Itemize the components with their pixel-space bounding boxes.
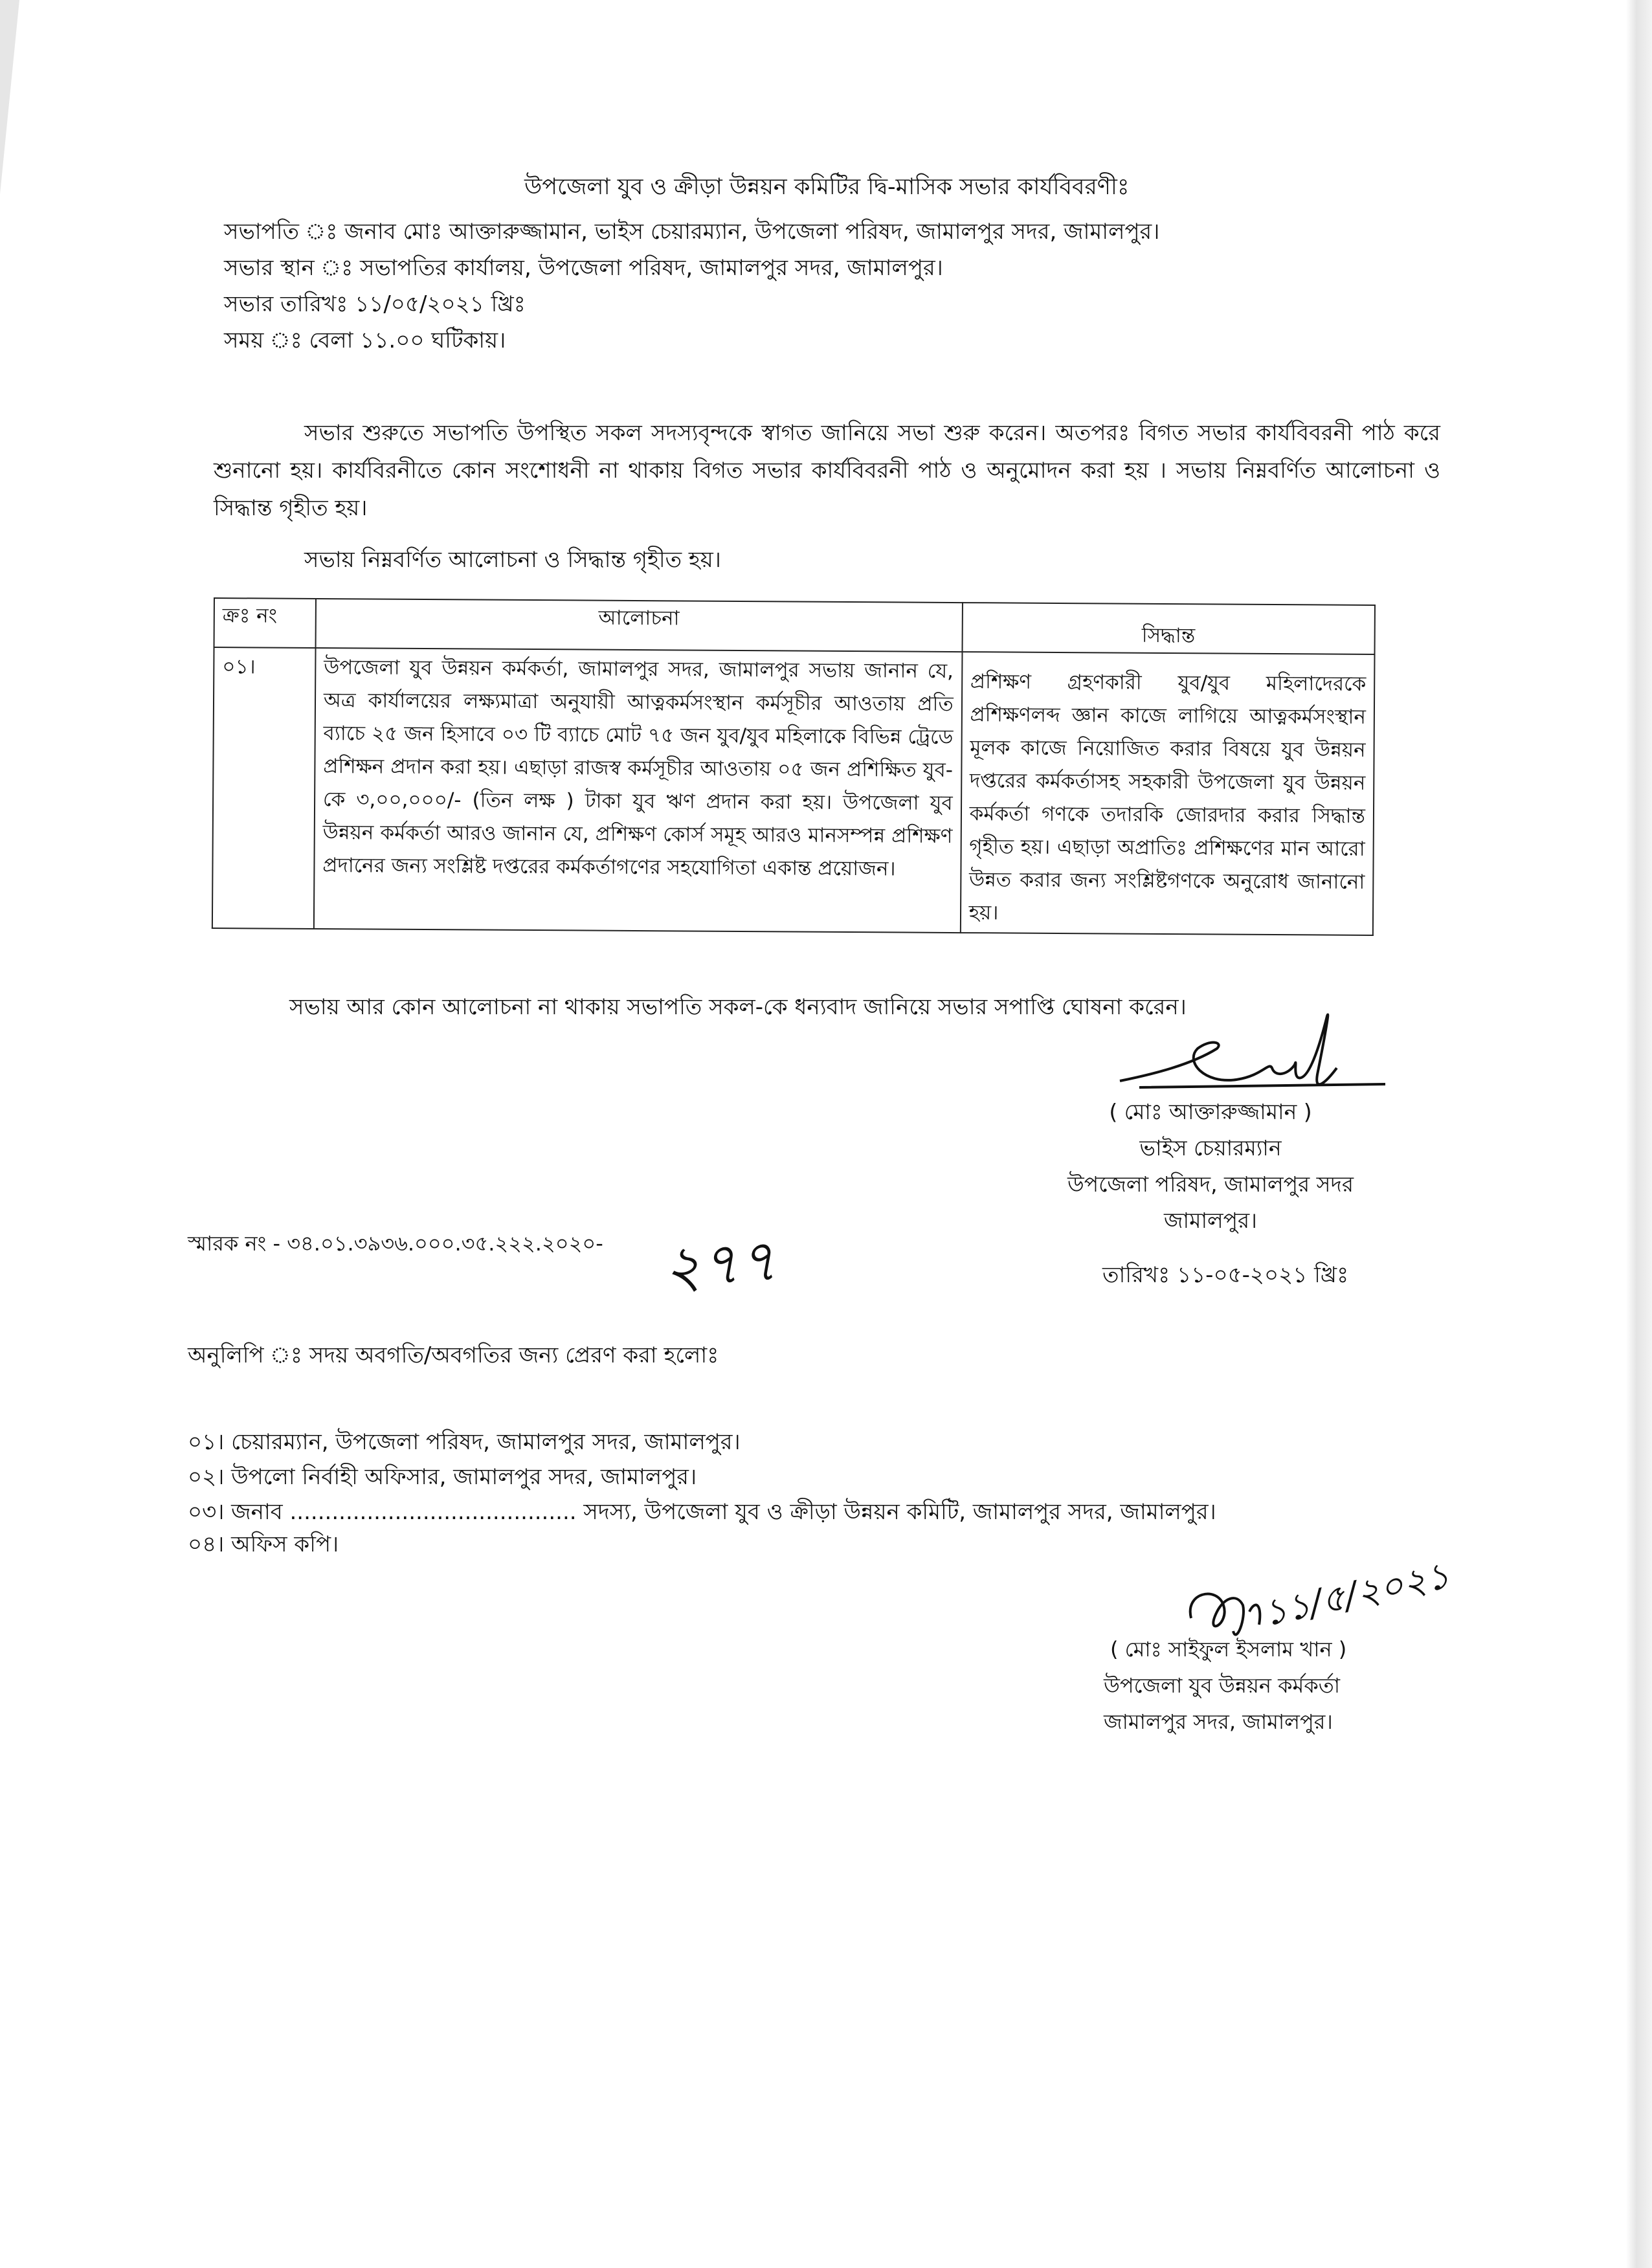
cell-serial: ০১।	[212, 647, 316, 929]
signature-officer-date: ১১/৫/২০২১	[1259, 1554, 1454, 1635]
copy-item: ০৪। অফিস কপি।	[188, 1531, 339, 1557]
memo-date: তারিখঃ ১১-০৫-২০২১ খ্রিঃ	[1102, 1262, 1349, 1288]
meeting-time: সময় ঃ বেলা ১১.০০ ঘটিকায়।	[224, 328, 506, 353]
signatory-officer-designation: উপজেলা যুব উন্নয়ন কর্মকর্তা	[1104, 1673, 1340, 1698]
copy-heading: অনুলিপি ঃ সদয় অবগতি/অবগতির জন্য প্রেরণ করা হলোঃ	[188, 1342, 719, 1368]
meeting-chair: সভাপতি ঃ জনাব মোঃ আক্তারুজ্জামান, ভাইস চেয়ারম্যান, উপজেলা পরিষদ, জামালপুর সদর, জামালপুর।	[224, 219, 1160, 245]
cell-decision: প্রশিক্ষণ গ্রহণকারী যুব/যুব মহিলাদেরকে প্রশিক্ষণলব্দ জ্ঞান কাজে লাগিয়ে আত্নকর্মসংস্থান মূলক কাজে নিয়োজিত করার বিষয়ে যুব উন্নয়ন দপ্তরের কর্মকর্তাসহ সহকারী উপজেলা যুব উন্নয়ন কর্মকর্তা গণকে তদারকি জোরদার করার সিদ্ধান্ত গৃহীত হয়। এছাড়া অপ্রাতিঃ প্রশিক্ষণের মান আরো উন্নত করার জন্য সংশ্লিষ্টগণকে অনুরোধ জানানো হয়।	[961, 652, 1375, 935]
table-header-row	[214, 598, 1375, 654]
copy-item: ০১। চেয়ারম্যান, উপজেলা পরিষদ, জামালপুর সদর, জামালপুর।	[188, 1429, 741, 1455]
meeting-venue: সভার স্থান ঃ সভাপতির কার্যালয়, উপজেলা পরিষদ, জামালপুর সদর, জামালপুর।	[224, 255, 943, 281]
signatory-officer-office: জামালপুর সদর, জামালপুর।	[1104, 1709, 1333, 1734]
signatory-chair-location: জামালপুর।	[1164, 1208, 1257, 1233]
signatory-officer-name: ( মোঃ সাইফুল ইসলাম খান )	[1110, 1637, 1347, 1662]
signatory-chair-office: উপজেলা পরিষদ, জামালপুর সদর	[1067, 1172, 1354, 1197]
intro-line: সভায় নিম্নবর্ণিত আলোচনা ও সিদ্ধান্ত গৃহীত হয়।	[304, 547, 721, 573]
closing-statement: সভায় আর কোন আলোচনা না থাকায় সভাপতি সকল-কে ধন্যবাদ জানিয়ে সভার সপাপ্তি ঘোষনা করেন।	[289, 994, 1187, 1020]
table-row	[212, 647, 1375, 935]
intro-paragraph: সভার শুরুতে সভাপতি উপস্থিত সকল সদস্যবৃন্দকে স্বাগত জানিয়ে সভা শুরু করেন। অতপরঃ বিগত সভার কার্যবিবরনী পাঠ করে শুনানো হয়। কার্যবিরনীতে কোন সংশোধনী না থাকায় বিগত সভার কার্যবিবরনী পাঠ ও অনুমোদন করা হয় । সভায় নিম্নবর্ণিত আলোচনা ও সিদ্ধান্ত গৃহীত হয়।	[214, 420, 1440, 521]
signatory-chair-block	[1042, 1094, 1379, 1239]
memo-number: স্মারক নং - ৩৪.০১.৩৯৩৬.০০০.৩৫.২২২.২০২০-	[188, 1231, 603, 1256]
signatory-chair-designation: ভাইস চেয়ারম্যান	[1139, 1135, 1282, 1161]
document-title: উপজেলা যুব ও ক্রীড়া উন্নয়ন কমিটির দ্বি-মাসিক সভার কার্যবিবরণীঃ	[524, 174, 1130, 200]
copy-item: ০২। উপলো নির্বাহী অফিসার, জামালপুর সদর, জামালপুর।	[188, 1464, 697, 1490]
scan-shadow-corner	[0, 0, 19, 194]
header-discussion: আলোচনা	[315, 599, 962, 652]
minutes-table	[212, 597, 1376, 936]
meeting-date: সভার তারিখঃ ১১/০৫/২০২১ খ্রিঃ	[224, 291, 526, 317]
memo-handwritten-number: ২৭৭	[661, 1227, 779, 1303]
header-decision: সিদ্ধান্ত	[962, 603, 1375, 654]
signatory-chair-name: ( মোঃ আক্তারুজ্জামান )	[1109, 1099, 1312, 1124]
scan-page-edge	[1626, 0, 1652, 2268]
copy-item: ০৩। জনাব ......................................... সদস্য, উপজেলা যুব ও ক্রীড়া উন্নয়ন কমিটি, জামালপুর সদর, জামালপুর।	[188, 1499, 1216, 1525]
header-serial: ক্রঃ নং	[214, 598, 316, 648]
signatory-officer-block	[1104, 1631, 1346, 1740]
cell-discussion: উপজেলা যুব উন্নয়ন কর্মকর্তা, জামালপুর সদর, জামালপুর সভায় জানান যে, অত্র কার্যালয়ের লক্ষ্যমাত্রা অনুযায়ী আত্নকর্মসংস্থান কর্মসূচীর আওতায় প্রতি ব্যাচে ২৫ জন হিসাবে ০৩ টি ব্যাচে মোট ৭৫ জন যুব/যুব মহিলাকে বিভিন্ন ট্রেডে প্রশিক্ষন প্রদান করা হয়। এছাড়া রাজস্ব কর্মসূচীর আওতায় ০৫ জন প্রশিক্ষিত যুব-কে ৩,০০,০০০/- (তিন লক্ষ ) টাকা যুব ঋণ প্রদান করা হয়। উপজেলা যুব উন্নয়ন কর্মকর্তা আরও জানান যে, প্রশিক্ষণ কোর্স সমূহ আরও মানসম্পন্ন প্রশিক্ষণ প্রদানের জন্য সংশ্লিষ্ট দপ্তরের কর্মকর্তাগণের সহযোগিতা একান্ত প্রয়োজন।	[314, 648, 962, 933]
